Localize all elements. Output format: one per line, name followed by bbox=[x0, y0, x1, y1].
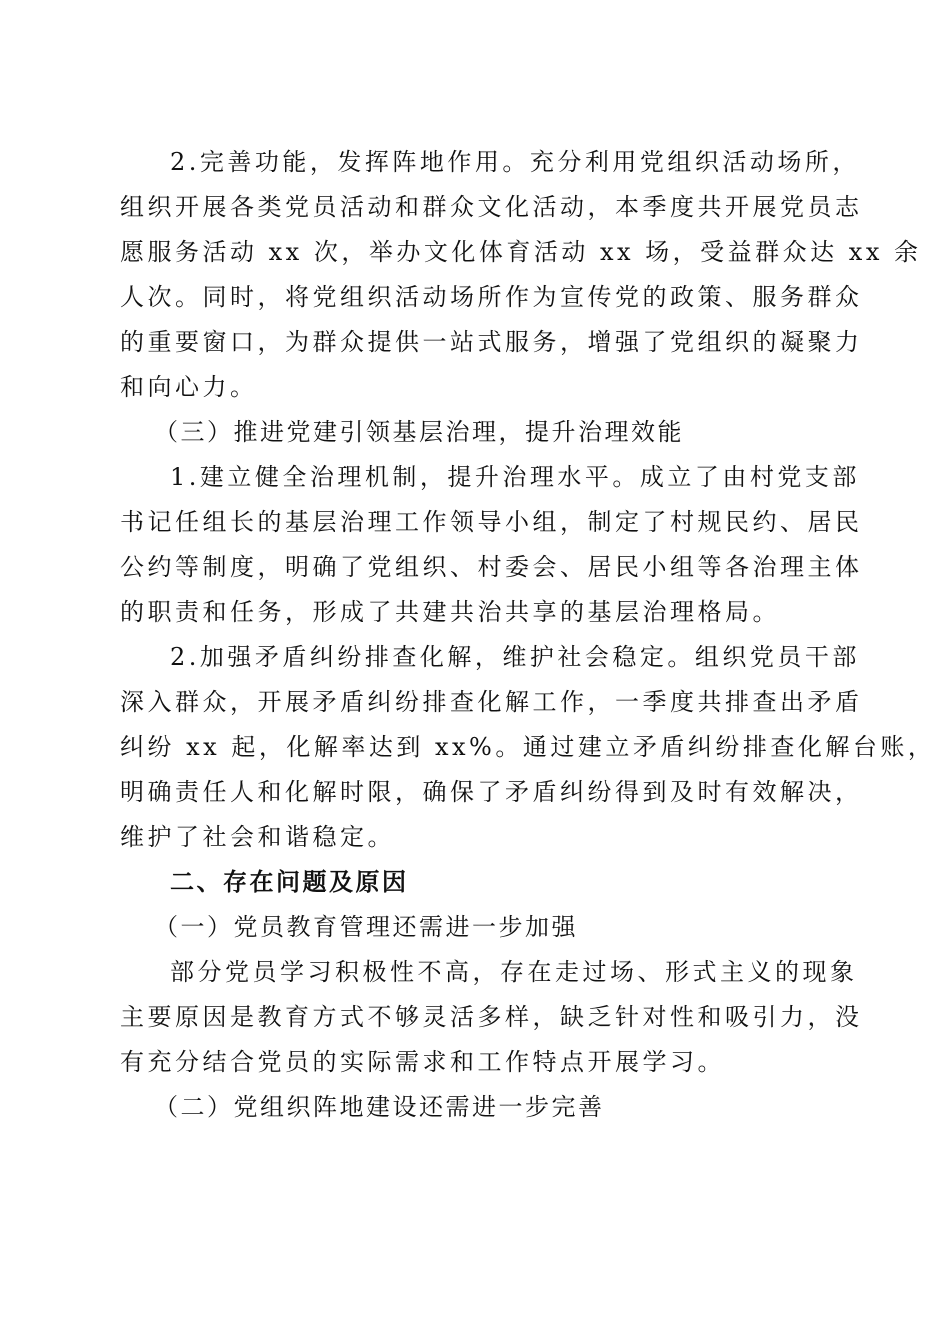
paragraph-line: 维护了社会和谐稳定。 bbox=[120, 823, 395, 851]
paragraph-line: 1.建立健全治理机制，提升治理水平。成立了由村党支部 bbox=[170, 463, 860, 491]
paragraph-line: 人次。同时，将党组织活动场所作为宣传党的政策、服务群众 bbox=[120, 283, 863, 311]
paragraph-dispute-resolution bbox=[120, 635, 936, 860]
paragraph-line: 愿服务活动 xx 次，举办文化体育活动 xx 场，受益群众达 xx 余 bbox=[120, 238, 922, 266]
paragraph-line: 2.加强矛盾纠纷排查化解，维护社会稳定。组织党员干部 bbox=[170, 643, 860, 671]
paragraph-line: 部分党员学习积极性不高，存在走过场、形式主义的现象 bbox=[170, 958, 858, 986]
paragraph-line: 明确责任人和化解时限，确保了矛盾纠纷得到及时有效解决， bbox=[120, 778, 863, 806]
paragraph-line: 纠纷 xx 起，化解率达到 xx%。通过建立矛盾纠纷排查化解台账， bbox=[120, 733, 936, 761]
paragraph-line: 2.完善功能，发挥阵地作用。充分利用党组织活动场所， bbox=[170, 148, 860, 176]
paragraph-line: 深入群众，开展矛盾纠纷排查化解工作，一季度共排查出矛盾 bbox=[120, 688, 863, 716]
paragraph-line: 主要原因是教育方式不够灵活多样，缺乏针对性和吸引力，没 bbox=[120, 1003, 863, 1031]
paragraph-line: 的重要窗口，为群众提供一站式服务，增强了党组织的凝聚力 bbox=[120, 328, 863, 356]
paragraph-line: 公约等制度，明确了党组织、村委会、居民小组等各治理主体 bbox=[120, 553, 863, 581]
section-heading-2: 二、存在问题及原因 bbox=[170, 868, 409, 896]
paragraph-line: 有充分结合党员的实际需求和工作特点开展学习。 bbox=[120, 1048, 725, 1076]
paragraph-governance-mechanism bbox=[120, 455, 863, 635]
section-heading-3: （二）党组织阵地建设还需进一步完善 bbox=[154, 1093, 605, 1121]
document-page bbox=[120, 140, 936, 1130]
paragraph-line: 和向心力。 bbox=[120, 373, 258, 401]
section-heading-3: （三）推进党建引领基层治理，提升治理效能 bbox=[154, 418, 684, 446]
paragraph-party-education bbox=[120, 950, 863, 1085]
paragraph-line: 书记任组长的基层治理工作领导小组，制定了村规民约、居民 bbox=[120, 508, 863, 536]
paragraph-function-improvement bbox=[120, 140, 922, 410]
paragraph-line: 组织开展各类党员活动和群众文化活动，本季度共开展党员志 bbox=[120, 193, 863, 221]
paragraph-line: 的职责和任务，形成了共建共治共享的基层治理格局。 bbox=[120, 598, 780, 626]
section-heading-3: （一）党员教育管理还需进一步加强 bbox=[154, 913, 578, 941]
